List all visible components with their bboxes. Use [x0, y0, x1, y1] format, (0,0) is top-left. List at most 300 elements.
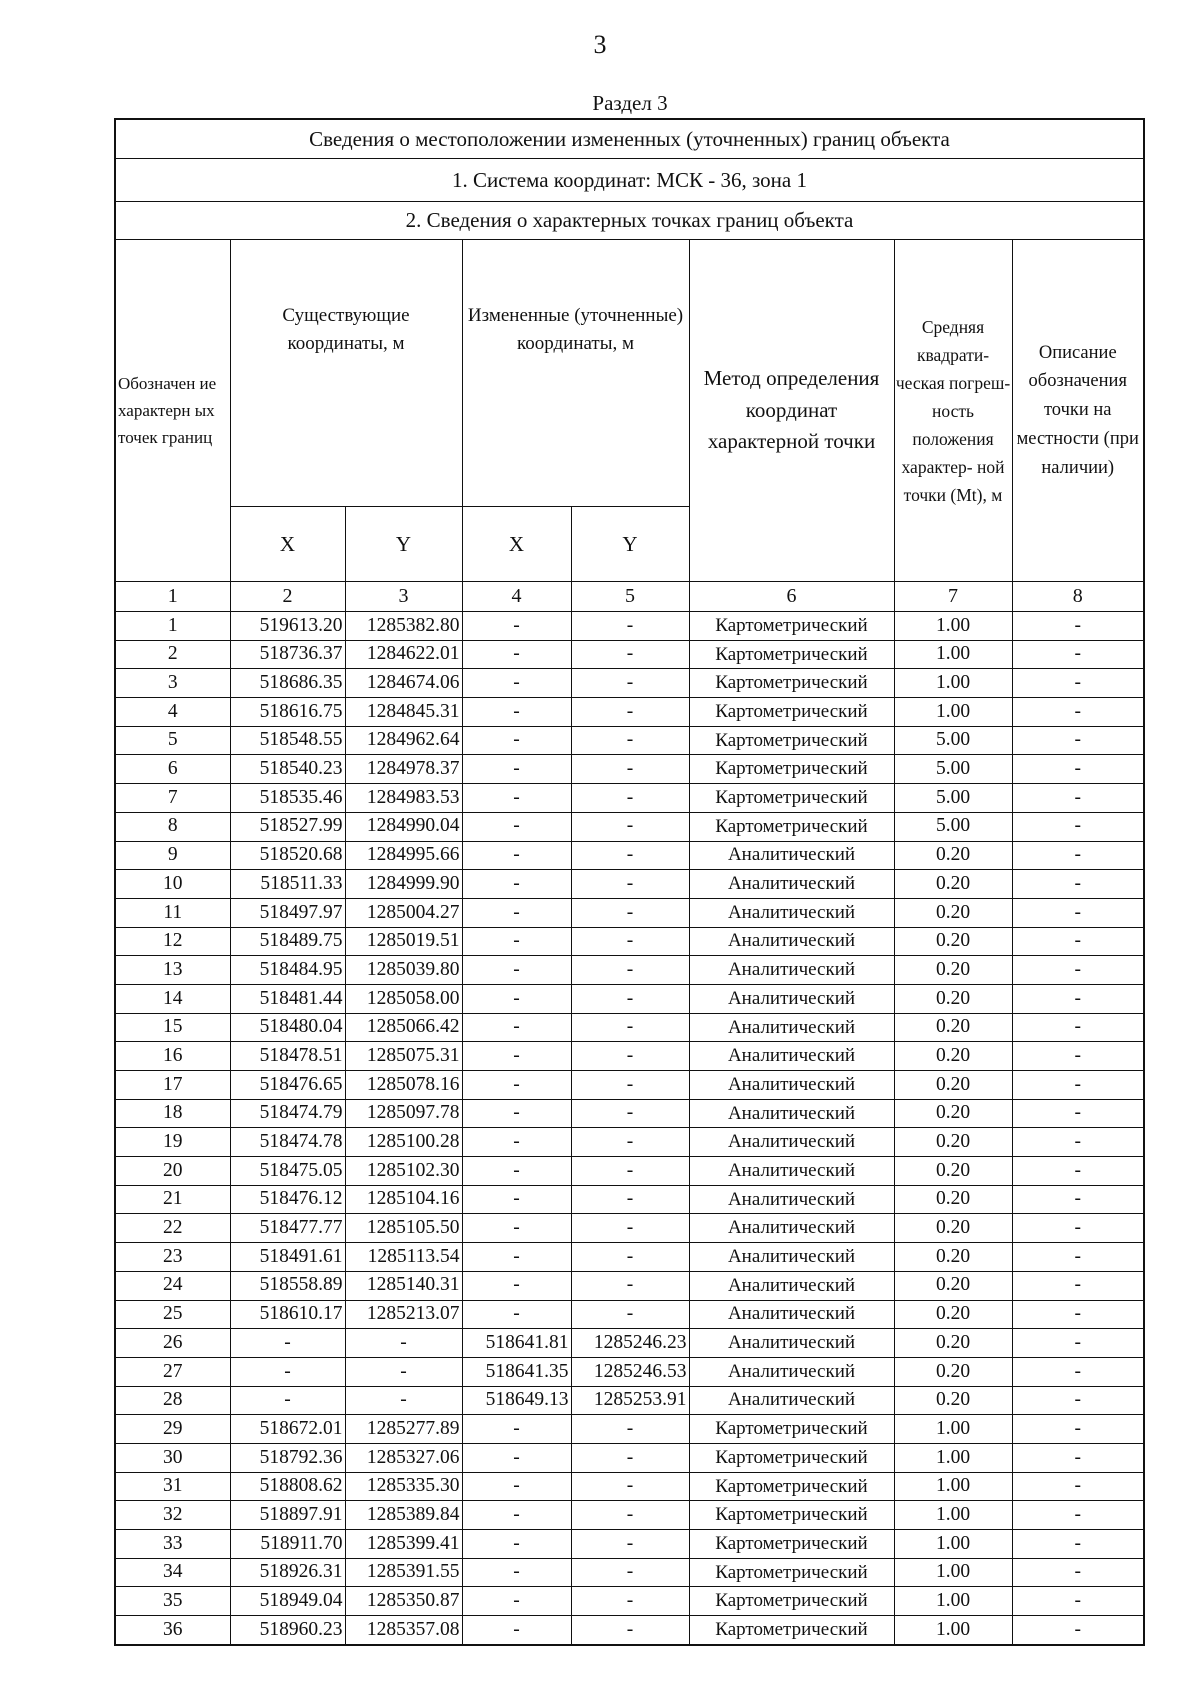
cell-error-mt: 0.20	[894, 1329, 1012, 1358]
cell-point-number: 14	[115, 984, 230, 1013]
cell-existing-x: 518511.33	[230, 870, 345, 899]
cell-existing-x: -	[230, 1357, 345, 1386]
cell-existing-x: -	[230, 1329, 345, 1358]
cell-description: -	[1012, 1099, 1144, 1128]
cell-existing-x: 518960.23	[230, 1616, 345, 1645]
cell-error-mt: 0.20	[894, 1042, 1012, 1071]
cell-changed-x: -	[462, 927, 571, 956]
cell-point-number: 8	[115, 812, 230, 841]
cell-existing-y: -	[345, 1329, 462, 1358]
table-title: Сведения о местоположении измененных (уточненных) границ объекта	[115, 119, 1144, 159]
cell-error-mt: 1.00	[894, 1587, 1012, 1616]
cell-method: Аналитический	[689, 956, 894, 985]
cell-description: -	[1012, 612, 1144, 641]
table-row	[115, 1185, 1144, 1214]
table-row	[115, 1558, 1144, 1587]
cell-changed-y: -	[571, 1415, 689, 1444]
cell-changed-y: 1285253.91	[571, 1386, 689, 1415]
cell-description: -	[1012, 812, 1144, 841]
cell-changed-y: -	[571, 1472, 689, 1501]
column-number: 1	[115, 582, 230, 612]
cell-method: Аналитический	[689, 1042, 894, 1071]
cell-existing-x: 518949.04	[230, 1587, 345, 1616]
cell-error-mt: 0.20	[894, 927, 1012, 956]
table-row	[115, 1243, 1144, 1272]
cell-changed-y: -	[571, 1300, 689, 1329]
cell-method: Аналитический	[689, 841, 894, 870]
cell-error-mt: 1.00	[894, 1501, 1012, 1530]
cell-changed-y: -	[571, 1530, 689, 1559]
table-row	[115, 870, 1144, 899]
cell-description: -	[1012, 1616, 1144, 1645]
table-row	[115, 1042, 1144, 1071]
cell-method: Аналитический	[689, 1357, 894, 1386]
cell-error-mt: 1.00	[894, 1472, 1012, 1501]
cell-changed-y: -	[571, 1185, 689, 1214]
header-existing-y: Y	[345, 507, 462, 582]
cell-changed-y: -	[571, 1558, 689, 1587]
cell-description: -	[1012, 841, 1144, 870]
cell-error-mt: 1.00	[894, 1415, 1012, 1444]
table-row	[115, 812, 1144, 841]
table-row	[115, 1616, 1144, 1645]
cell-existing-y: 1285105.50	[345, 1214, 462, 1243]
header-existing-coordinates: Существующие координаты, м	[230, 240, 462, 507]
cell-point-number: 5	[115, 726, 230, 755]
cell-point-number: 18	[115, 1099, 230, 1128]
cell-changed-x: -	[462, 1185, 571, 1214]
cell-error-mt: 0.20	[894, 1271, 1012, 1300]
cell-point-number: 26	[115, 1329, 230, 1358]
cell-point-number: 32	[115, 1501, 230, 1530]
header-error: Средняя квадрати- ческая погреш- ность положения характер- ной точки (Mt), м	[894, 240, 1012, 582]
cell-point-number: 7	[115, 784, 230, 813]
column-number: 2	[230, 582, 345, 612]
cell-point-number: 22	[115, 1214, 230, 1243]
cell-description: -	[1012, 1357, 1144, 1386]
cell-changed-y: -	[571, 1616, 689, 1645]
cell-description: -	[1012, 1042, 1144, 1071]
cell-changed-y: -	[571, 640, 689, 669]
cell-changed-y: -	[571, 1214, 689, 1243]
cell-changed-y: -	[571, 784, 689, 813]
cell-existing-y: 1285277.89	[345, 1415, 462, 1444]
cell-point-number: 3	[115, 669, 230, 698]
cell-existing-x: 518489.75	[230, 927, 345, 956]
cell-method: Аналитический	[689, 1185, 894, 1214]
table-row	[115, 984, 1144, 1013]
cell-existing-y: 1284995.66	[345, 841, 462, 870]
cell-changed-y: -	[571, 1271, 689, 1300]
cell-method: Аналитический	[689, 898, 894, 927]
table-row	[115, 1472, 1144, 1501]
cell-existing-y: 1285335.30	[345, 1472, 462, 1501]
cell-method: Аналитический	[689, 984, 894, 1013]
cell-changed-x: -	[462, 1530, 571, 1559]
cell-method: Аналитический	[689, 1071, 894, 1100]
cell-existing-x: 519613.20	[230, 612, 345, 641]
cell-existing-x: 518911.70	[230, 1530, 345, 1559]
cell-changed-x: -	[462, 1472, 571, 1501]
header-changed-coordinates: Измененные (уточненные) координаты, м	[462, 240, 689, 507]
column-number: 6	[689, 582, 894, 612]
table-row	[115, 1415, 1144, 1444]
header-changed-y: Y	[571, 507, 689, 582]
cell-changed-y: -	[571, 870, 689, 899]
cell-error-mt: 1.00	[894, 612, 1012, 641]
cell-error-mt: 1.00	[894, 1616, 1012, 1645]
cell-changed-x: -	[462, 1214, 571, 1243]
cell-existing-y: 1285357.08	[345, 1616, 462, 1645]
header-changed-x: X	[462, 507, 571, 582]
cell-point-number: 29	[115, 1415, 230, 1444]
cell-changed-y: -	[571, 1128, 689, 1157]
cell-point-number: 34	[115, 1558, 230, 1587]
cell-existing-y: 1285019.51	[345, 927, 462, 956]
cell-point-number: 16	[115, 1042, 230, 1071]
cell-changed-y: -	[571, 1243, 689, 1272]
cell-point-number: 23	[115, 1243, 230, 1272]
cell-changed-y: -	[571, 956, 689, 985]
table-row	[115, 898, 1144, 927]
cell-error-mt: 5.00	[894, 784, 1012, 813]
cell-description: -	[1012, 1271, 1144, 1300]
cell-existing-y: 1284962.64	[345, 726, 462, 755]
cell-method: Картометрический	[689, 640, 894, 669]
cell-error-mt: 0.20	[894, 1185, 1012, 1214]
cell-existing-x: 518926.31	[230, 1558, 345, 1587]
header-designation: Обозначен ие характерн ых точек границ	[115, 240, 230, 582]
cell-error-mt: 1.00	[894, 1530, 1012, 1559]
table-row	[115, 956, 1144, 985]
cell-description: -	[1012, 640, 1144, 669]
cell-existing-y: -	[345, 1386, 462, 1415]
cell-existing-y: 1285100.28	[345, 1128, 462, 1157]
column-number: 8	[1012, 582, 1144, 612]
cell-method: Картометрический	[689, 784, 894, 813]
cell-existing-x: 518475.05	[230, 1157, 345, 1186]
cell-existing-y: 1285327.06	[345, 1443, 462, 1472]
cell-error-mt: 5.00	[894, 726, 1012, 755]
cell-method: Аналитический	[689, 1300, 894, 1329]
column-number: 3	[345, 582, 462, 612]
table-row	[115, 1443, 1144, 1472]
cell-existing-y: -	[345, 1357, 462, 1386]
cell-existing-y: 1285113.54	[345, 1243, 462, 1272]
cell-description: -	[1012, 1071, 1144, 1100]
cell-description: -	[1012, 1415, 1144, 1444]
cell-changed-x: -	[462, 1128, 571, 1157]
cell-changed-x: -	[462, 755, 571, 784]
header-method: Метод определения координат характерной точки	[689, 240, 894, 582]
cell-point-number: 10	[115, 870, 230, 899]
cell-existing-x: 518476.65	[230, 1071, 345, 1100]
cell-method: Картометрический	[689, 698, 894, 727]
cell-error-mt: 0.20	[894, 1157, 1012, 1186]
cell-existing-y: 1285078.16	[345, 1071, 462, 1100]
column-number: 5	[571, 582, 689, 612]
cell-existing-x: 518484.95	[230, 956, 345, 985]
cell-existing-x: 518527.99	[230, 812, 345, 841]
cell-existing-y: 1285389.84	[345, 1501, 462, 1530]
cell-existing-y: 1285350.87	[345, 1587, 462, 1616]
cell-error-mt: 0.20	[894, 984, 1012, 1013]
cell-method: Аналитический	[689, 1099, 894, 1128]
cell-changed-x: -	[462, 1415, 571, 1444]
cell-point-number: 30	[115, 1443, 230, 1472]
cell-changed-y: -	[571, 1157, 689, 1186]
cell-existing-x: 518535.46	[230, 784, 345, 813]
cell-changed-x: -	[462, 1616, 571, 1645]
cell-point-number: 25	[115, 1300, 230, 1329]
cell-changed-x: -	[462, 956, 571, 985]
cell-point-number: 24	[115, 1271, 230, 1300]
cell-description: -	[1012, 755, 1144, 784]
table-row	[115, 640, 1144, 669]
cell-error-mt: 0.20	[894, 1099, 1012, 1128]
table-row	[115, 1501, 1144, 1530]
cell-changed-y: -	[571, 1443, 689, 1472]
cell-point-number: 19	[115, 1128, 230, 1157]
cell-changed-y: -	[571, 669, 689, 698]
cell-method: Аналитический	[689, 1013, 894, 1042]
cell-existing-x: 518491.61	[230, 1243, 345, 1272]
header-description: Описание обозначения точки на местности (при наличии)	[1012, 240, 1144, 582]
cell-changed-y: -	[571, 1071, 689, 1100]
cell-existing-x: 518558.89	[230, 1271, 345, 1300]
cell-existing-y: 1284978.37	[345, 755, 462, 784]
cell-error-mt: 0.20	[894, 956, 1012, 985]
cell-changed-y: -	[571, 927, 689, 956]
cell-existing-y: 1285391.55	[345, 1558, 462, 1587]
cell-changed-x: -	[462, 898, 571, 927]
table-row	[115, 1157, 1144, 1186]
cell-point-number: 20	[115, 1157, 230, 1186]
cell-method: Аналитический	[689, 1243, 894, 1272]
cell-changed-x: -	[462, 784, 571, 813]
cell-changed-x: -	[462, 669, 571, 698]
cell-changed-y: -	[571, 698, 689, 727]
table-row	[115, 1329, 1144, 1358]
cell-error-mt: 0.20	[894, 1386, 1012, 1415]
section-label: Раздел 3	[592, 91, 668, 115]
cell-existing-x: 518540.23	[230, 755, 345, 784]
cell-method: Картометрический	[689, 1415, 894, 1444]
cell-point-number: 12	[115, 927, 230, 956]
cell-description: -	[1012, 1329, 1144, 1358]
cell-point-number: 36	[115, 1616, 230, 1645]
cell-method: Картометрический	[689, 1530, 894, 1559]
page-number: 3	[593, 30, 607, 59]
cell-method: Аналитический	[689, 1386, 894, 1415]
cell-error-mt: 0.20	[894, 1243, 1012, 1272]
cell-method: Аналитический	[689, 1214, 894, 1243]
cell-point-number: 31	[115, 1472, 230, 1501]
table-row	[115, 698, 1144, 727]
cell-description: -	[1012, 984, 1144, 1013]
table-row	[115, 612, 1144, 641]
cell-existing-y: 1284845.31	[345, 698, 462, 727]
table-row	[115, 669, 1144, 698]
cell-changed-y: -	[571, 612, 689, 641]
cell-method: Аналитический	[689, 927, 894, 956]
cell-error-mt: 0.20	[894, 870, 1012, 899]
cell-changed-y: -	[571, 1042, 689, 1071]
table-row	[115, 1386, 1144, 1415]
cell-existing-y: 1285399.41	[345, 1530, 462, 1559]
cell-existing-x: 518792.36	[230, 1443, 345, 1472]
cell-point-number: 15	[115, 1013, 230, 1042]
cell-error-mt: 1.00	[894, 1558, 1012, 1587]
cell-existing-x: 518474.78	[230, 1128, 345, 1157]
cell-changed-x: -	[462, 698, 571, 727]
table-row	[115, 1530, 1144, 1559]
cell-method: Картометрический	[689, 1558, 894, 1587]
cell-method: Картометрический	[689, 1501, 894, 1530]
cell-error-mt: 5.00	[894, 812, 1012, 841]
table-row	[115, 726, 1144, 755]
table-row	[115, 927, 1144, 956]
cell-changed-y: -	[571, 812, 689, 841]
cell-existing-y: 1285102.30	[345, 1157, 462, 1186]
cell-changed-x: -	[462, 640, 571, 669]
cell-existing-x: -	[230, 1386, 345, 1415]
cell-changed-y: -	[571, 841, 689, 870]
cell-changed-x: -	[462, 1157, 571, 1186]
header-existing-x: X	[230, 507, 345, 582]
cell-description: -	[1012, 1472, 1144, 1501]
cell-description: -	[1012, 1558, 1144, 1587]
coordinates-table	[114, 118, 1145, 1646]
cell-method: Аналитический	[689, 1271, 894, 1300]
cell-point-number: 1	[115, 612, 230, 641]
cell-method: Картометрический	[689, 755, 894, 784]
cell-method: Аналитический	[689, 1329, 894, 1358]
cell-existing-y: 1284622.01	[345, 640, 462, 669]
cell-existing-x: 518481.44	[230, 984, 345, 1013]
cell-description: -	[1012, 1214, 1144, 1243]
table-row	[115, 1214, 1144, 1243]
cell-changed-x: -	[462, 984, 571, 1013]
cell-changed-x: -	[462, 1300, 571, 1329]
cell-error-mt: 1.00	[894, 698, 1012, 727]
cell-existing-x: 518480.04	[230, 1013, 345, 1042]
cell-changed-x: -	[462, 1271, 571, 1300]
table-row	[115, 1271, 1144, 1300]
cell-existing-x: 518474.79	[230, 1099, 345, 1128]
cell-point-number: 21	[115, 1185, 230, 1214]
cell-changed-x: -	[462, 1501, 571, 1530]
cell-changed-x: -	[462, 841, 571, 870]
cell-existing-x: 518610.17	[230, 1300, 345, 1329]
table-row	[115, 1587, 1144, 1616]
cell-point-number: 9	[115, 841, 230, 870]
coordinate-system: 1. Система координат: МСК - 36, зона 1	[115, 159, 1144, 202]
cell-existing-x: 518616.75	[230, 698, 345, 727]
cell-error-mt: 1.00	[894, 640, 1012, 669]
cell-existing-y: 1285058.00	[345, 984, 462, 1013]
table-row	[115, 784, 1144, 813]
table-row	[115, 1300, 1144, 1329]
cell-changed-x: -	[462, 612, 571, 641]
cell-existing-y: 1285004.27	[345, 898, 462, 927]
cell-description: -	[1012, 1530, 1144, 1559]
cell-point-number: 17	[115, 1071, 230, 1100]
cell-method: Картометрический	[689, 1616, 894, 1645]
cell-changed-x: 518641.81	[462, 1329, 571, 1358]
cell-point-number: 13	[115, 956, 230, 985]
cell-description: -	[1012, 898, 1144, 927]
cell-changed-x: -	[462, 1071, 571, 1100]
cell-description: -	[1012, 1501, 1144, 1530]
cell-existing-x: 518672.01	[230, 1415, 345, 1444]
cell-description: -	[1012, 1013, 1144, 1042]
cell-description: -	[1012, 1386, 1144, 1415]
cell-existing-x: 518497.97	[230, 898, 345, 927]
cell-method: Картометрический	[689, 812, 894, 841]
cell-point-number: 4	[115, 698, 230, 727]
cell-description: -	[1012, 1243, 1144, 1272]
cell-changed-x: 518649.13	[462, 1386, 571, 1415]
cell-point-number: 35	[115, 1587, 230, 1616]
table-row	[115, 1099, 1144, 1128]
cell-description: -	[1012, 1300, 1144, 1329]
cell-description: -	[1012, 1443, 1144, 1472]
cell-changed-y: -	[571, 898, 689, 927]
cell-method: Аналитический	[689, 870, 894, 899]
cell-error-mt: 0.20	[894, 1357, 1012, 1386]
cell-method: Картометрический	[689, 1472, 894, 1501]
cell-description: -	[1012, 1157, 1144, 1186]
cell-method: Картометрический	[689, 726, 894, 755]
cell-point-number: 11	[115, 898, 230, 927]
cell-method: Аналитический	[689, 1128, 894, 1157]
cell-description: -	[1012, 956, 1144, 985]
cell-description: -	[1012, 870, 1144, 899]
cell-changed-y: -	[571, 1013, 689, 1042]
cell-description: -	[1012, 1587, 1144, 1616]
cell-description: -	[1012, 1128, 1144, 1157]
cell-existing-y: 1285140.31	[345, 1271, 462, 1300]
cell-changed-y: -	[571, 755, 689, 784]
cell-changed-x: -	[462, 812, 571, 841]
cell-changed-x: -	[462, 1587, 571, 1616]
cell-existing-x: 518897.91	[230, 1501, 345, 1530]
table-row	[115, 1071, 1144, 1100]
cell-error-mt: 0.20	[894, 841, 1012, 870]
cell-changed-y: 1285246.53	[571, 1357, 689, 1386]
cell-existing-y: 1285104.16	[345, 1185, 462, 1214]
cell-description: -	[1012, 1185, 1144, 1214]
cell-changed-y: 1285246.23	[571, 1329, 689, 1358]
table-row	[115, 1357, 1144, 1386]
points-caption: 2. Сведения о характерных точках границ объекта	[115, 202, 1144, 240]
cell-changed-y: -	[571, 1501, 689, 1530]
cell-method: Картометрический	[689, 669, 894, 698]
cell-changed-y: -	[571, 1587, 689, 1616]
table-row	[115, 1128, 1144, 1157]
cell-existing-x: 518548.55	[230, 726, 345, 755]
cell-existing-x: 518736.37	[230, 640, 345, 669]
cell-existing-y: 1284674.06	[345, 669, 462, 698]
cell-changed-y: -	[571, 1099, 689, 1128]
cell-point-number: 27	[115, 1357, 230, 1386]
cell-changed-x: -	[462, 726, 571, 755]
cell-method: Картометрический	[689, 1443, 894, 1472]
cell-description: -	[1012, 669, 1144, 698]
cell-existing-y: 1284999.90	[345, 870, 462, 899]
cell-description: -	[1012, 726, 1144, 755]
